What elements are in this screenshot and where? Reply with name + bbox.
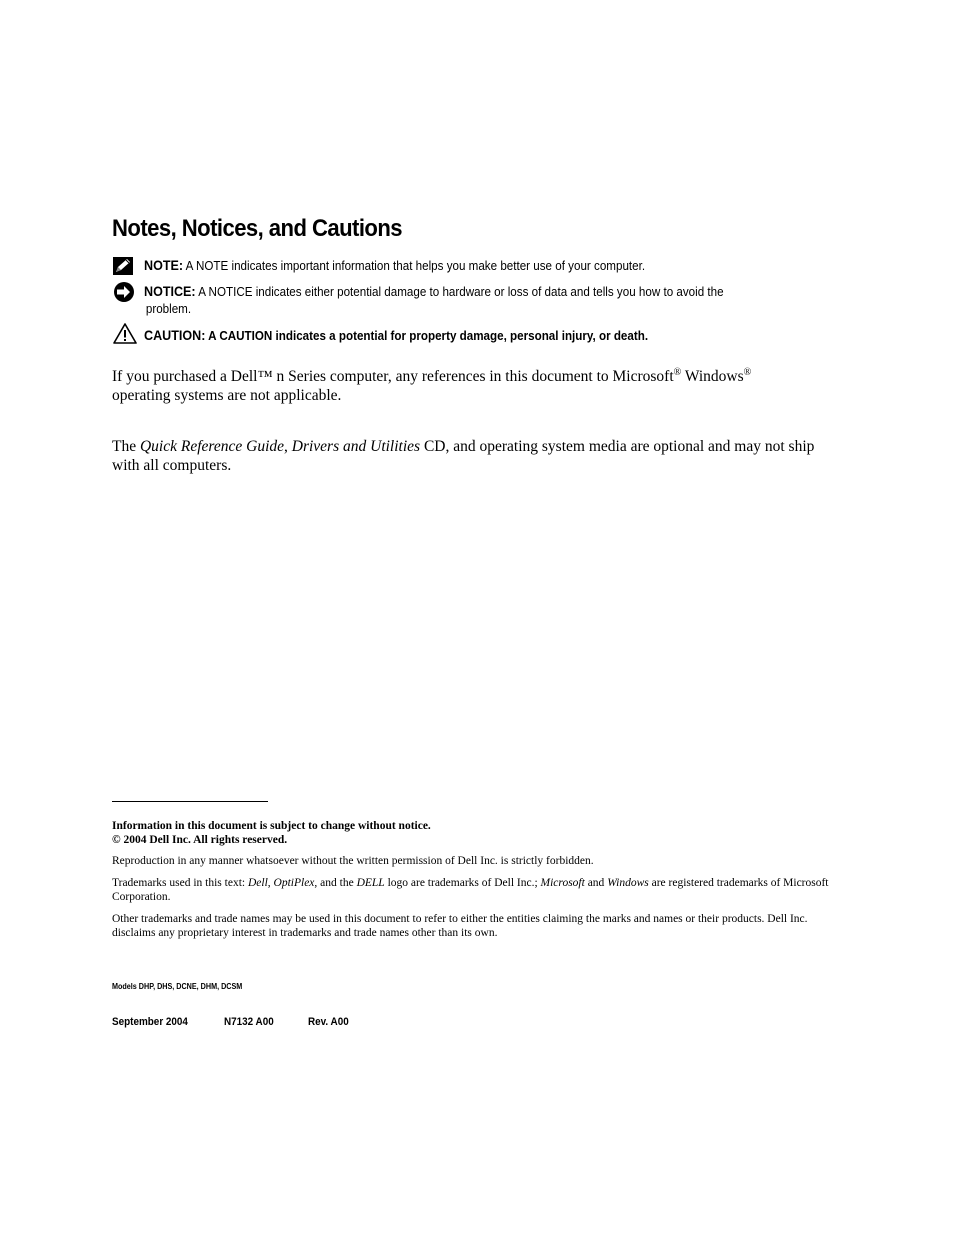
drivers-utilities-title: Drivers and Utilities: [291, 438, 421, 455]
tm-dell-logo: DELL: [356, 877, 385, 889]
tm-text: logo are trademarks of Dell Inc.;: [384, 877, 541, 889]
reproduction-notice: Reproduction in any manner whatsoever without the written permission of Dell Inc. is strictly forbidden.: [112, 855, 594, 867]
notice-label: NOTICE:: [144, 284, 196, 299]
para2-text-a: The: [112, 438, 140, 455]
revision: Rev. A00: [308, 1016, 349, 1028]
note-block: [112, 257, 792, 275]
para2-text-c: CD, and operating system media are optional and may not ship with all computers.: [112, 438, 815, 474]
caution-triangle-icon: [112, 322, 138, 349]
para1-text-a: If you purchased a Dell™ n Series computer, any references in this document to Microsoft: [112, 368, 674, 385]
note-pencil-icon: [112, 256, 134, 281]
footnote-divider: [112, 801, 268, 802]
caution-text: A CAUTION indicates a potential for property damage, personal injury, or death.: [205, 329, 649, 343]
tm-dell: Dell: [247, 877, 268, 889]
tm-microsoft: Microsoft: [540, 877, 585, 889]
note-text: A NOTE indicates important information that helps you make better use of your computer.: [183, 259, 646, 273]
models-line: Models DHP, DHS, DCNE, DHM, DCSM: [112, 982, 243, 991]
para1-text-b: Windows: [681, 368, 744, 385]
tm-text: Trademarks used in this text:: [112, 877, 248, 889]
para1-text-c: operating systems are not applicable.: [112, 387, 342, 404]
part-number: N7132 A00: [224, 1016, 274, 1028]
tm-text: are registered trademarks of Microsoft Corporation.: [112, 877, 829, 903]
other-trademarks-notice: Other trademarks and trade names may be used in this document to refer to either the entities claiming the marks and names or their products. Dell Inc. disclaims any proprietary interest in trademarks and trade names other than its own.: [112, 913, 808, 939]
notice-text-continued: problem.: [145, 302, 192, 316]
notice-block: [112, 283, 792, 318]
notice-text: A NOTICE indicates either potential damage to hardware or loss of data and tells you how to avoid the: [195, 285, 724, 299]
tm-optiplex: OptiPlex: [273, 877, 315, 889]
caution-label: CAUTION:: [144, 328, 206, 343]
tm-windows: Windows: [607, 877, 649, 889]
tm-text: and: [584, 877, 608, 889]
caution-block: [112, 327, 792, 345]
note-label: NOTE:: [144, 258, 184, 273]
legal-notice: [112, 819, 832, 847]
optional-media-paragraph: [112, 437, 822, 475]
publication-date: September 2004: [112, 1016, 188, 1028]
copyright-line: © 2004 Dell Inc. All rights reserved.: [112, 834, 288, 846]
n-series-paragraph: [112, 367, 822, 405]
tm-text: , and the: [314, 877, 357, 889]
registered-mark: ®: [743, 366, 752, 378]
trademark-notice: [112, 876, 832, 904]
quick-reference-guide-title: Quick Reference Guide: [139, 438, 285, 455]
registered-mark: ®: [673, 366, 682, 378]
legal-change-notice: Information in this document is subject to change without notice.: [112, 820, 431, 832]
para2-text-b: ,: [284, 438, 292, 455]
notice-arrow-icon: [112, 281, 136, 308]
page-title: Notes, Notices, and Cautions: [112, 215, 403, 242]
tm-text: ,: [267, 877, 274, 889]
